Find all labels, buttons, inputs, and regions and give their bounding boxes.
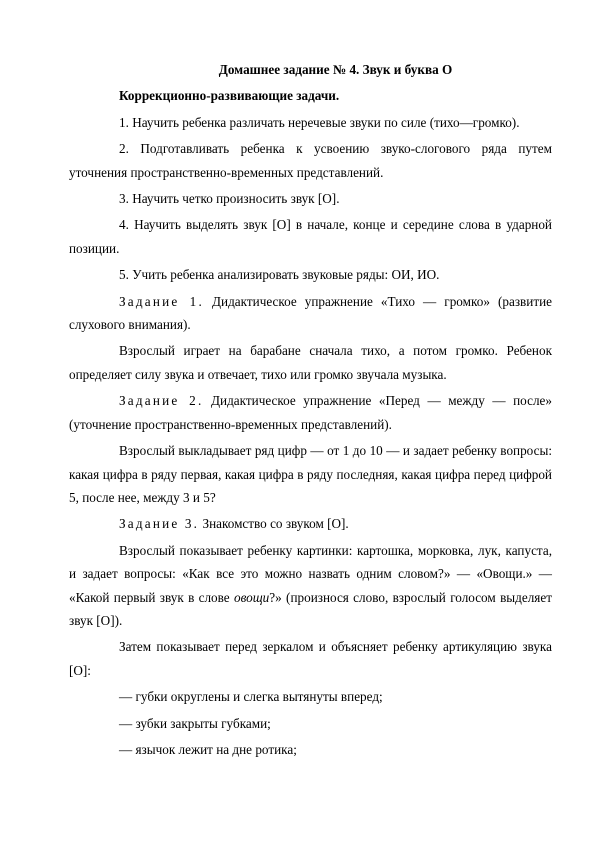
articulation-item-3: — язычок лежит на дне ротика; (119, 741, 297, 757)
exercise-3-text: Знакомство со звуком [О]. (199, 516, 349, 532)
exercise-3-description-part1: Взрослый показывает ребенку картинки: картошка, морковка, лук, капуста, и задает вопросы: «Как все это можно назвать одним словом?» — «Овощи.» — «Какой первый звук в слове (69, 542, 552, 605)
exercise-2-text: Дидактическое упражнение «Перед — между — после» (уточнение пространственно-временных представлений). (69, 393, 552, 432)
tasks-heading: Коррекционно-развивающие задачи. (119, 88, 340, 104)
document-body (69, 58, 552, 764)
exercise-1-heading (69, 290, 552, 337)
exercise-3-label: Задание 3. (119, 516, 200, 532)
articulation-item-1: — губки округлены и слегка вытянуты вперед; (119, 689, 383, 705)
task-item-2: 2. Подготавливать ребенка к усвоению звуко-слогового ряда путем уточнения пространственно-временных представлений. (69, 141, 552, 180)
exercise-3-description (69, 539, 552, 633)
exercise-1-label: Задание 1. (119, 293, 204, 309)
articulation-intro: Затем показывает перед зеркалом и объясняет ребенку артикуляцию звука [О]: (69, 639, 552, 678)
exercise-1-text: Дидактическое упражнение «Тихо — громко» (развитие слухового внимания). (69, 293, 552, 333)
exercise-3-description-italic: овощи (233, 589, 270, 605)
articulation-item-2: — зубки закрыты губками; (119, 715, 271, 731)
task-item-3: 3. Научить четко произносить звук [О]. (119, 191, 340, 207)
task-item-1: 1. Научить ребенка различать неречевые звуки по силе (тихо—громко). (119, 114, 520, 130)
document-title: Домашнее задание № 4. Звук и буква О (218, 62, 453, 77)
exercise-2-description: Взрослый выкладывает ряд цифр — от 1 до 10 — и задает ребенку вопросы: какая цифра в ряду первая, какая цифра в ряду последняя, какая цифра перед цифрой 5, после нее, между 3 и 5? (69, 443, 552, 505)
task-item-5: 5. Учить ребенка анализировать звуковые ряды: ОИ, ИО. (119, 267, 440, 283)
exercise-2-heading (69, 389, 552, 436)
exercise-3-heading (119, 512, 552, 535)
exercise-3-description-part2: ?» (произнося слово, взрослый голосом выделяет звук [О]). (69, 589, 552, 628)
exercise-2-label: Задание 2. (119, 393, 204, 409)
task-item-4: 4. Научить выделять звук [О] в начале, конце и середине слова в ударной позиции. (69, 217, 552, 256)
exercise-1-description: Взрослый играет на барабане сначала тихо, а потом громко. Ребенок определяет силу звука и отвечает, тихо или громко звучала музыка. (69, 343, 552, 382)
